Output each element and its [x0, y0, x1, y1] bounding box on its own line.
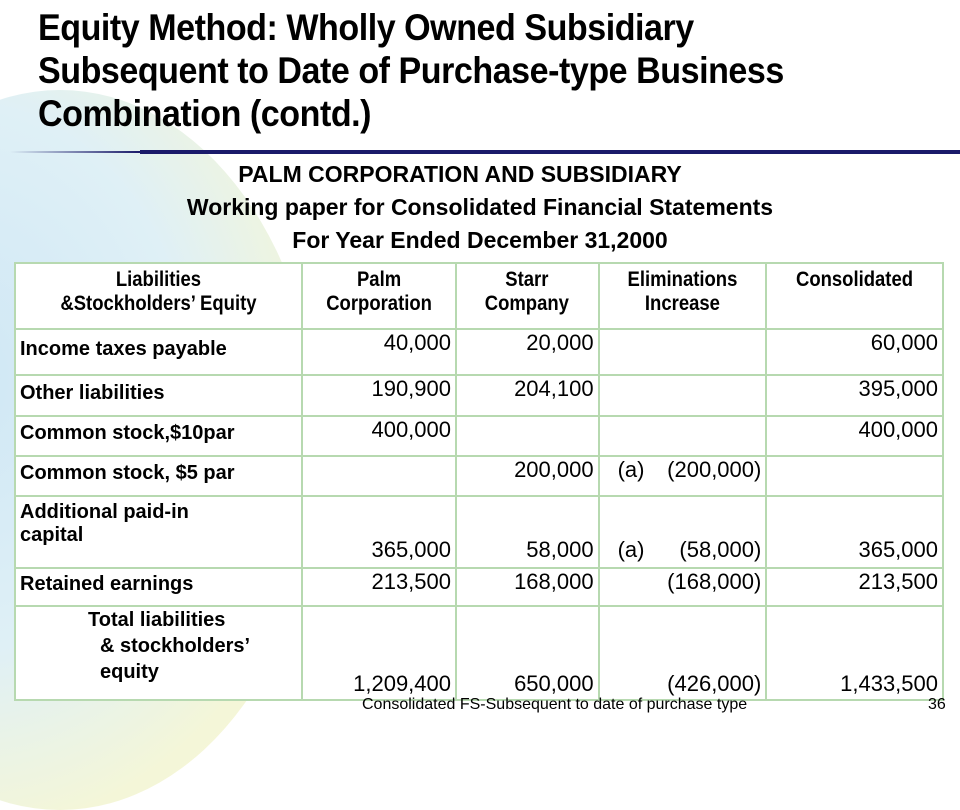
company-heading: PALM CORPORATION AND SUBSIDIARY — [238, 161, 682, 187]
elim-cell — [599, 456, 767, 496]
starr-value: 200,000 — [456, 456, 599, 496]
elim-value: (200,000) — [667, 457, 762, 482]
table-row — [15, 456, 943, 496]
row-label: Common stock, $5 par — [15, 456, 302, 496]
elim-value: (58,000) — [679, 537, 762, 562]
header-palm-line2: Corporation — [326, 292, 432, 315]
title-line-3: Combination (contd.) — [38, 93, 372, 134]
consolidated-value: 395,000 — [766, 375, 943, 416]
starr-value: 20,000 — [456, 329, 599, 375]
elim-cell — [599, 496, 767, 568]
page-number: 36 — [928, 696, 946, 713]
starr-value: 204,100 — [456, 375, 599, 416]
consolidated-value: 60,000 — [766, 329, 943, 375]
row-label: Income taxes payable — [15, 329, 302, 375]
starr-value — [456, 416, 599, 456]
title-line-2: Subsequent to Date of Purchase-type Business — [38, 50, 784, 91]
elim-value: (168,000) — [599, 568, 767, 606]
period-heading: For Year Ended December 31,2000 — [292, 227, 668, 253]
starr-value: 168,000 — [456, 568, 599, 606]
palm-value: 40,000 — [302, 329, 456, 375]
paper-heading: Working paper for Consolidated Financial Statements — [186, 194, 774, 220]
palm-value: 190,900 — [302, 375, 456, 416]
row-label — [15, 496, 302, 568]
total-elim-value: (426,000) — [599, 606, 767, 700]
header-liabilities-line2: &Stockholders’ Equity — [60, 292, 257, 315]
elim-value — [599, 416, 767, 456]
total-consolidated-value: 1,433,500 — [766, 606, 943, 700]
consolidated-value — [766, 456, 943, 496]
table-row — [15, 568, 943, 606]
starr-value: 58,000 — [456, 496, 599, 568]
title-line-1: Equity Method: Wholly Owned Subsidiary — [38, 7, 694, 48]
total-starr-value: 650,000 — [456, 606, 599, 700]
table-row — [15, 416, 943, 456]
header-consolidated — [766, 263, 943, 329]
palm-value — [302, 456, 456, 496]
palm-value: 365,000 — [302, 496, 456, 568]
table-row — [15, 329, 943, 375]
total-row — [15, 606, 943, 700]
elim-value — [599, 375, 767, 416]
total-label-line3: equity — [100, 661, 159, 683]
header-liabilities-line1: Liabilities — [116, 268, 202, 291]
row-label: Other liabilities — [15, 375, 302, 416]
header-liabilities — [15, 263, 302, 329]
row-label-line2: capital — [20, 524, 84, 546]
consolidated-value: 400,000 — [766, 416, 943, 456]
header-eliminations-line2: Increase — [644, 292, 720, 315]
title-divider — [140, 150, 960, 154]
elim-ref: (a) — [617, 457, 645, 482]
elim-value — [599, 329, 767, 375]
row-label: Common stock,$10par — [15, 416, 302, 456]
row-label-line1: Additional paid-in — [20, 501, 189, 523]
total-label-line2: & stockholders’ — [100, 635, 251, 657]
elim-entry — [604, 457, 762, 483]
consolidated-value: 365,000 — [766, 496, 943, 568]
total-label-line1: Total liabilities — [88, 609, 226, 631]
header-palm-line1: Palm — [357, 268, 402, 291]
header-starr — [456, 263, 599, 329]
header-starr-line2: Company — [485, 292, 570, 315]
header-eliminations — [599, 263, 767, 329]
slide-title — [38, 6, 875, 135]
table-header-row — [15, 263, 943, 329]
header-starr-line1: Starr — [505, 268, 549, 291]
elim-entry — [604, 537, 762, 563]
palm-value: 213,500 — [302, 568, 456, 606]
row-label: Retained earnings — [15, 568, 302, 606]
header-eliminations-line1: Eliminations — [627, 268, 738, 291]
elim-ref: (a) — [617, 537, 645, 562]
table-row — [15, 375, 943, 416]
header-consolidated-text: Consolidated — [796, 268, 914, 291]
header-palm — [302, 263, 456, 329]
palm-value: 400,000 — [302, 416, 456, 456]
total-palm-value: 1,209,400 — [302, 606, 456, 700]
table-row — [15, 496, 943, 568]
consolidated-value: 213,500 — [766, 568, 943, 606]
total-label — [15, 606, 302, 700]
working-paper-table — [14, 262, 944, 701]
slide-footer: Consolidated FS-Subsequent to date of purchase type — [362, 696, 748, 713]
